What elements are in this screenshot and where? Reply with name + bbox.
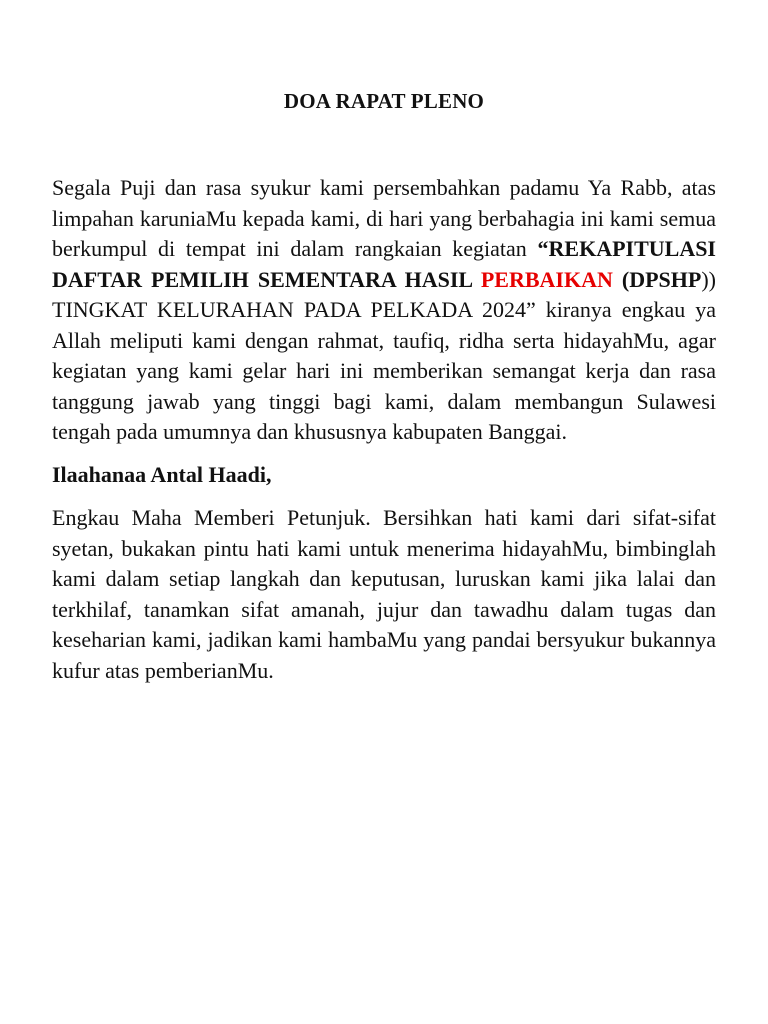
event-name-highlight: PERBAIKAN [480, 266, 613, 292]
event-name-bold: “REKAPITULASI DAFTAR PEMILIH SEMENTARA HASIL [52, 236, 716, 292]
paragraph-opening-run: Segala Puji dan rasa syukur kami persembahkan padamu Ya Rabb, atas limpahan karuniaMu kepada kami, di hari yang berbahagia ini kami semua berkumpul di tempat ini dalam rangkaian kegiatan [52, 175, 716, 261]
paragraph-petition: Engkau Maha Memberi Petunjuk. Bersihkan hati kami dari sifat-sifat syetan, bukakan pintu hati kami untuk menerima hidayahMu, bimbinglah kami dalam setiap langkah dan keputusan, luruskan kami jika lalai dan terkhilaf, tanamkan sifat amanah, jujur dan tawadhu dalam tugas dan keseharian kami, jadikan kami hambaMu yang pandai bersyukur bukannya kufur atas pemberianMu. [52, 505, 716, 683]
prayer-heading: Ilaahanaa Antal Haadi, [52, 461, 272, 487]
paragraph-opening [52, 173, 716, 448]
event-abbreviation: (DPSHP [612, 266, 702, 292]
document-title: DOA RAPAT PLENO [283, 89, 485, 113]
paragraph-opening-continuation: ) TINGKAT KELURAHAN PADA PELKADA 2024” kiranya engkau ya Allah meliputi kami dengan rahmat, taufiq, ridha serta hidayahMu, agar kegiatan yang kami gelar hari ini memberikan semangat kerja dan rasa tanggung jawab yang tinggi bagi kami, dalam membangun Sulawesi tengah pada umumnya dan khususnya kabupaten Banggai. [52, 266, 716, 444]
document-page [52, 86, 716, 686]
closing-parenthesis: ) [701, 266, 709, 292]
